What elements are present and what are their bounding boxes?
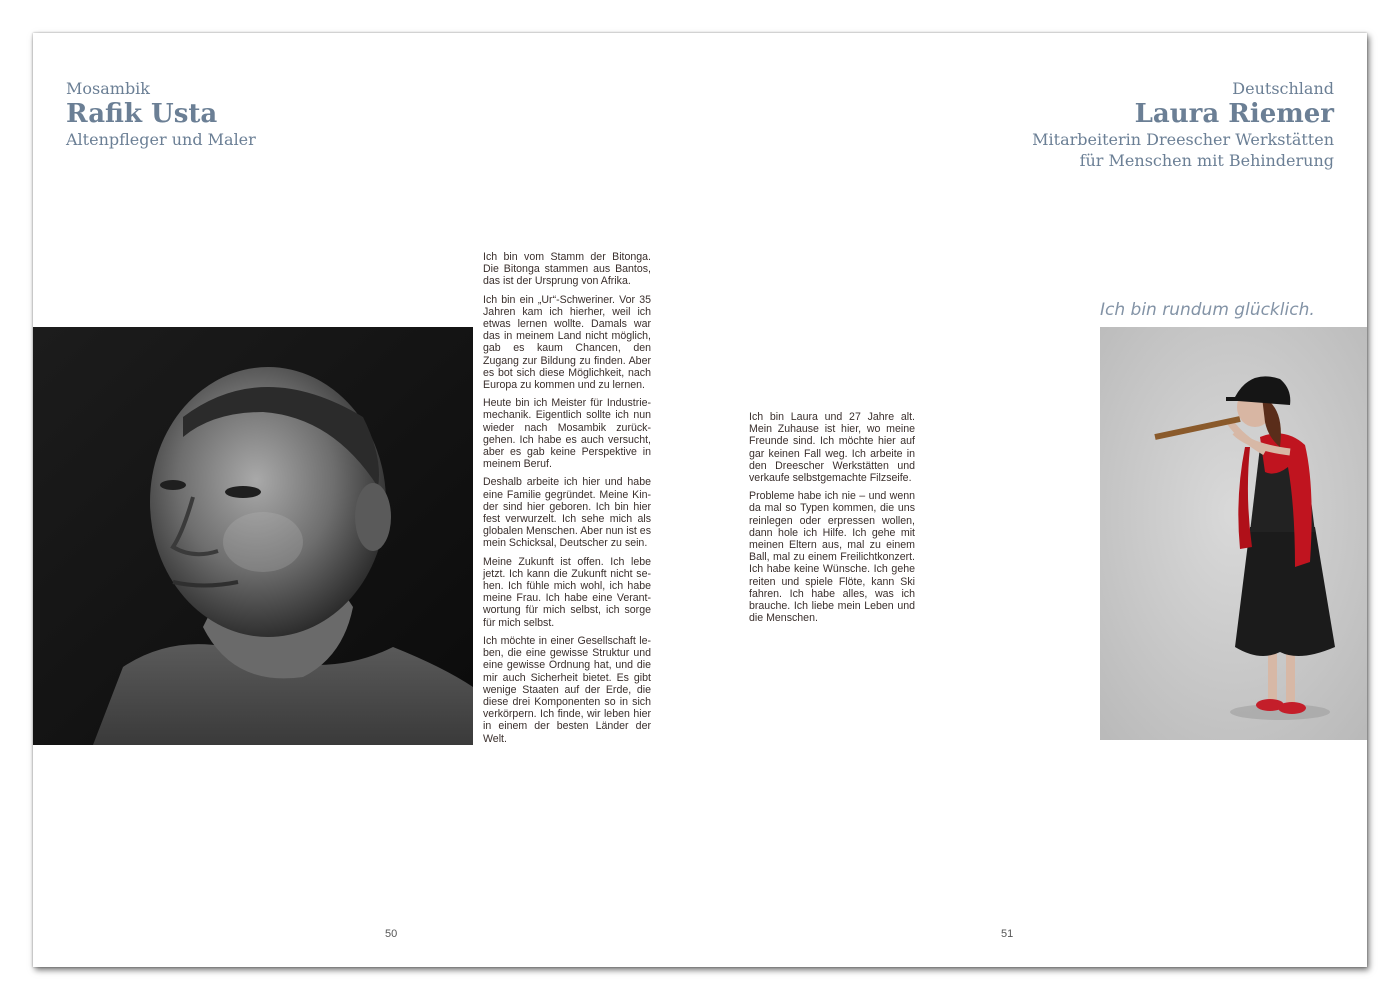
left-article-text <box>483 251 651 751</box>
portrait-photo-rafik <box>33 327 473 745</box>
left-profession: Altenpfleger und Maler <box>66 130 256 149</box>
left-person-name: Rafik Usta <box>66 99 218 129</box>
right-article-text <box>749 411 915 630</box>
portrait-photo-laura <box>1100 327 1367 740</box>
left-paragraph-3: Heute bin ich Meister für Industriemechanik. Eigentlich sollte ich nun wieder nach Mosambik zurückgehen. Ich habe es auch versucht, aber es gab keine Perspektive in meinem Beruf. <box>483 397 651 471</box>
right-page-header <box>1032 79 1334 171</box>
right-paragraph-2: Probleme habe ich nie – und wenn da mal so Typen kommen, die uns reinlegen oder erpressen wollen, dann hole ich Hilfe. Ich gehe mit meinen Eltern aus, mal zu einem Ball, mal zu einem Freilichtkonzert. Ich habe keine Wünsche. Ich gehe reiten und spiele Flöte, kann Ski fahren. Ich habe alles, was ich brauche. Ich liebe mein Leben und die Menschen. <box>749 490 915 625</box>
right-page-number: 51 <box>1001 928 1014 940</box>
left-paragraph-1: Ich bin vom Stamm der Bitonga. Die Bitonga stammen aus Bantos, das ist der Ursprung von Afrika. <box>483 251 651 288</box>
right-profession-line1: Mitarbeiterin Dreescher Werkstätten <box>1032 130 1334 149</box>
left-page-number: 50 <box>385 928 398 940</box>
left-page-header <box>66 79 256 150</box>
magazine-spread <box>33 33 1367 967</box>
right-profession-line2: für Menschen mit Behinderung <box>1079 151 1334 170</box>
right-country: Deutschland <box>1232 79 1334 98</box>
left-paragraph-5: Meine Zukunft ist offen. Ich lebe jetzt. Ich kann die Zukunft nicht sehen. Ich fühle mich wohl, ich habe meine Frau. Ich habe eine Verantwortung für mich selbst, ich sorge für mich selbst. <box>483 555 651 629</box>
left-country: Mosambik <box>66 79 150 98</box>
left-paragraph-6: Ich möchte in einer Gesellschaft leben, die eine gewisse Struktur und eine gewisse Ordnung hat, und die mir auch Sicherheit bietet. Es gibt wenige Staaten auf der Erde, die diese drei Komponenten so in sich verkörpern. Ich finde, wir leben hier in einem der besten Länder der Welt. <box>483 634 651 745</box>
left-paragraph-4: Deshalb arbeite ich hier und habe eine Familie gegründet. Meine Kinder sind hier geboren. Ich bin hier fest verwurzelt. Ich sehe mich als globalen Menschen. Aber nun ist es mein Schicksal, Deutscher zu sein. <box>483 476 651 550</box>
right-paragraph-1: Ich bin Laura und 27 Jahre alt. Mein Zuhause ist hier, wo meine Freunde sind. Ich möchte hier auf gar keinen Fall weg. Ich arbeite in den Dreescher Werkstätten und verkaufe selbstgemachte Filzseife. <box>749 411 915 485</box>
pull-quote: Ich bin rundum glücklich. <box>1100 300 1315 320</box>
left-paragraph-2: Ich bin ein „Ur“-Schweriner. Vor 35 Jahren kam ich hierher, weil ich etwas lernen wollte. Damals war das in meinem Land nicht möglich, gab es kaum Chancen, den Zugang zur Bildung zu finden. Aber es bot sich diese Möglichkeit, nach Europa zu kommen und zu lernen. <box>483 293 651 392</box>
right-person-name: Laura Riemer <box>1134 99 1334 129</box>
